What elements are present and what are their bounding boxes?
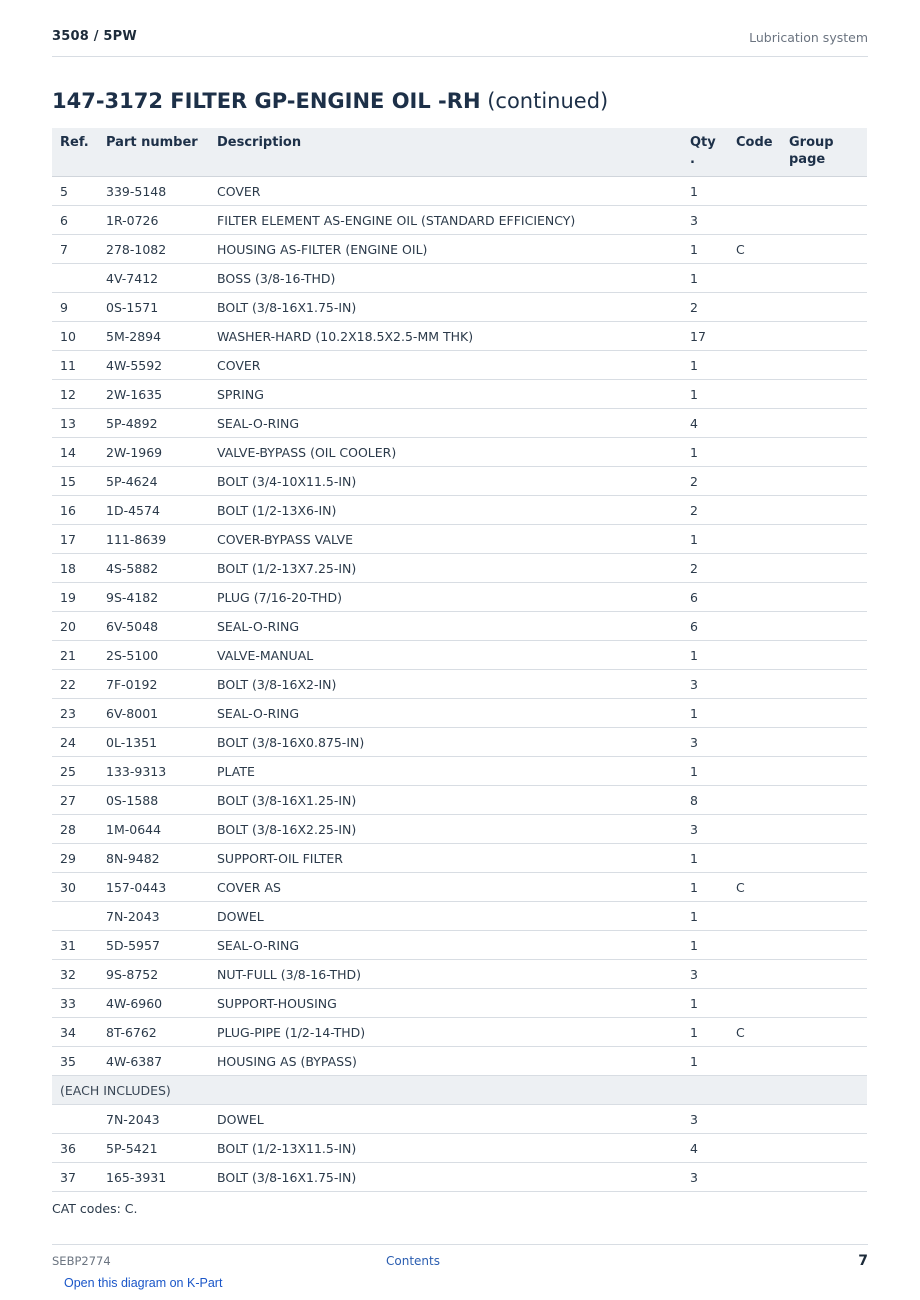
qty-cell: 1	[682, 177, 728, 206]
qty-cell: 1	[682, 380, 728, 409]
ref-cell: 25	[52, 757, 98, 786]
ref-cell: 28	[52, 815, 98, 844]
qty-cell: 1	[682, 989, 728, 1018]
description-cell: PLUG (7/16-20-THD)	[209, 583, 682, 612]
title-suffix: (continued)	[480, 89, 609, 113]
table-row	[52, 786, 867, 815]
description-cell: PLATE	[209, 757, 682, 786]
ref-cell: 30	[52, 873, 98, 902]
table-row	[52, 177, 867, 206]
code-cell	[728, 409, 781, 438]
description-cell: VALVE-BYPASS (OIL COOLER)	[209, 438, 682, 467]
ref-cell: 24	[52, 728, 98, 757]
part-number-cell: 6V-5048	[98, 612, 209, 641]
qty-cell: 6	[682, 612, 728, 641]
group-page-cell	[781, 641, 867, 670]
code-cell	[728, 351, 781, 380]
table-row	[52, 960, 867, 989]
code-cell	[728, 612, 781, 641]
group-page-cell	[781, 1018, 867, 1047]
code-cell	[728, 1105, 781, 1134]
code-cell	[728, 264, 781, 293]
part-number-cell: 4W-5592	[98, 351, 209, 380]
group-page-cell	[781, 235, 867, 264]
table-row	[52, 902, 867, 931]
qty-cell: 1	[682, 699, 728, 728]
code-cell	[728, 496, 781, 525]
code-cell	[728, 1163, 781, 1192]
group-page-cell	[781, 699, 867, 728]
code-cell	[728, 1047, 781, 1076]
table-row	[52, 931, 867, 960]
ref-cell: 12	[52, 380, 98, 409]
table-body	[52, 177, 867, 1192]
part-number-cell: 9S-4182	[98, 583, 209, 612]
ref-cell: 6	[52, 206, 98, 235]
ref-cell: 29	[52, 844, 98, 873]
description-cell: HOUSING AS (BYPASS)	[209, 1047, 682, 1076]
code-cell	[728, 728, 781, 757]
code-cell	[728, 554, 781, 583]
group-page-cell	[781, 177, 867, 206]
qty-cell: 3	[682, 1163, 728, 1192]
qty-cell: 2	[682, 293, 728, 322]
description-cell: COVER	[209, 351, 682, 380]
group-page-cell	[781, 1134, 867, 1163]
table-row	[52, 583, 867, 612]
description-cell: BOLT (1/2-13X11.5-IN)	[209, 1134, 682, 1163]
part-number-cell: 5P-5421	[98, 1134, 209, 1163]
table-row	[52, 380, 867, 409]
table-row	[52, 641, 867, 670]
ref-cell: 19	[52, 583, 98, 612]
code-cell: C	[728, 873, 781, 902]
column-header: Code	[728, 128, 781, 177]
group-page-cell	[781, 873, 867, 902]
group-page-cell	[781, 844, 867, 873]
note-row	[52, 1076, 867, 1105]
qty-cell: 4	[682, 1134, 728, 1163]
qty-cell: 1	[682, 351, 728, 380]
part-number-cell: 165-3931	[98, 1163, 209, 1192]
ref-cell	[52, 264, 98, 293]
description-cell: BOLT (3/4-10X11.5-IN)	[209, 467, 682, 496]
ref-cell: 18	[52, 554, 98, 583]
description-cell: BOLT (1/2-13X6-IN)	[209, 496, 682, 525]
code-cell: C	[728, 1018, 781, 1047]
table-row	[52, 293, 867, 322]
qty-cell: 17	[682, 322, 728, 351]
part-number-cell: 4S-5882	[98, 554, 209, 583]
qty-cell: 1	[682, 264, 728, 293]
ref-cell: 20	[52, 612, 98, 641]
ref-cell	[52, 1105, 98, 1134]
group-page-cell	[781, 1105, 867, 1134]
column-header: Group page	[781, 128, 867, 177]
group-page-cell	[781, 496, 867, 525]
group-page-cell	[781, 525, 867, 554]
group-page-cell	[781, 438, 867, 467]
qty-cell: 3	[682, 1105, 728, 1134]
code-cell	[728, 844, 781, 873]
ref-cell: 34	[52, 1018, 98, 1047]
group-page-cell	[781, 902, 867, 931]
contents-link[interactable]: Contents	[386, 1254, 440, 1268]
qty-cell: 1	[682, 1047, 728, 1076]
qty-cell: 1	[682, 757, 728, 786]
ref-cell: 11	[52, 351, 98, 380]
table-row	[52, 873, 867, 902]
part-number-cell: 7N-2043	[98, 902, 209, 931]
description-cell: DOWEL	[209, 1105, 682, 1134]
part-number-cell: 0L-1351	[98, 728, 209, 757]
qty-cell: 3	[682, 960, 728, 989]
description-cell: SEAL-O-RING	[209, 612, 682, 641]
code-cell	[728, 1134, 781, 1163]
code-cell	[728, 699, 781, 728]
qty-cell: 1	[682, 438, 728, 467]
group-page-cell	[781, 989, 867, 1018]
table-row	[52, 235, 867, 264]
part-number-cell: 2W-1635	[98, 380, 209, 409]
code-cell	[728, 467, 781, 496]
part-number-cell: 0S-1588	[98, 786, 209, 815]
table-row	[52, 409, 867, 438]
code-cell	[728, 757, 781, 786]
part-number-cell: 1M-0644	[98, 815, 209, 844]
description-cell: FILTER ELEMENT AS-ENGINE OIL (STANDARD EFFICIENCY)	[209, 206, 682, 235]
page-footer	[52, 1244, 868, 1275]
ref-cell: 15	[52, 467, 98, 496]
ref-cell: 5	[52, 177, 98, 206]
section-label: Lubrication system	[749, 30, 868, 45]
table-row	[52, 1018, 867, 1047]
qty-cell: 8	[682, 786, 728, 815]
group-page-cell	[781, 1047, 867, 1076]
description-cell: SEAL-O-RING	[209, 931, 682, 960]
group-page-cell	[781, 786, 867, 815]
table-row	[52, 1105, 867, 1134]
group-page-cell	[781, 293, 867, 322]
part-number-cell: 9S-8752	[98, 960, 209, 989]
table-row	[52, 1134, 867, 1163]
qty-cell: 1	[682, 235, 728, 264]
description-cell: NUT-FULL (3/8-16-THD)	[209, 960, 682, 989]
description-cell: SUPPORT-HOUSING	[209, 989, 682, 1018]
group-page-cell	[781, 815, 867, 844]
table-row	[52, 844, 867, 873]
ref-cell: 13	[52, 409, 98, 438]
part-number-cell: 278-1082	[98, 235, 209, 264]
table-row	[52, 1163, 867, 1192]
qty-cell: 3	[682, 206, 728, 235]
table-row	[52, 351, 867, 380]
group-page-cell	[781, 931, 867, 960]
ref-cell: 9	[52, 293, 98, 322]
qty-cell: 3	[682, 815, 728, 844]
column-header: Qty .	[682, 128, 728, 177]
part-number-cell: 0S-1571	[98, 293, 209, 322]
code-cell: C	[728, 235, 781, 264]
group-page-cell	[781, 960, 867, 989]
page-number: 7	[858, 1253, 868, 1269]
ref-cell: 10	[52, 322, 98, 351]
ref-cell: 21	[52, 641, 98, 670]
code-cell	[728, 525, 781, 554]
ref-cell: 17	[52, 525, 98, 554]
group-page-cell	[781, 670, 867, 699]
parts-table	[52, 128, 867, 1192]
table-row	[52, 322, 867, 351]
description-cell: COVER AS	[209, 873, 682, 902]
table-row	[52, 728, 867, 757]
table-row	[52, 496, 867, 525]
ref-cell: 33	[52, 989, 98, 1018]
code-cell	[728, 641, 781, 670]
qty-cell: 1	[682, 844, 728, 873]
qty-cell: 1	[682, 641, 728, 670]
group-page-cell	[781, 351, 867, 380]
part-number-cell: 7N-2043	[98, 1105, 209, 1134]
description-cell: VALVE-MANUAL	[209, 641, 682, 670]
group-page-cell	[781, 380, 867, 409]
group-page-cell	[781, 264, 867, 293]
column-header: Ref.	[52, 128, 98, 177]
page-title	[52, 89, 608, 113]
ref-cell: 37	[52, 1163, 98, 1192]
column-header: Description	[209, 128, 682, 177]
ref-cell: 7	[52, 235, 98, 264]
table-row	[52, 206, 867, 235]
code-cell	[728, 960, 781, 989]
description-cell: SPRING	[209, 380, 682, 409]
part-number-cell: 8N-9482	[98, 844, 209, 873]
part-number-cell: 4W-6960	[98, 989, 209, 1018]
column-header: Part number	[98, 128, 209, 177]
code-cell	[728, 815, 781, 844]
group-page-cell	[781, 583, 867, 612]
description-cell: BOLT (3/8-16X0.875-IN)	[209, 728, 682, 757]
table-row	[52, 612, 867, 641]
part-number-cell: 5P-4624	[98, 467, 209, 496]
table-header-row	[52, 128, 867, 177]
document-code: SEBP2774	[52, 1254, 111, 1268]
note-cell: (EACH INCLUDES)	[52, 1076, 867, 1105]
description-cell: BOLT (3/8-16X1.25-IN)	[209, 786, 682, 815]
part-number-cell: 2S-5100	[98, 641, 209, 670]
table-row	[52, 1047, 867, 1076]
group-page-cell	[781, 728, 867, 757]
table-row	[52, 525, 867, 554]
kpart-diagram-link[interactable]: Open this diagram on K-Part	[64, 1276, 223, 1290]
table-row	[52, 554, 867, 583]
code-cell	[728, 206, 781, 235]
ref-cell: 27	[52, 786, 98, 815]
group-page-cell	[781, 554, 867, 583]
description-cell: WASHER-HARD (10.2X18.5X2.5-MM THK)	[209, 322, 682, 351]
code-cell	[728, 438, 781, 467]
description-cell: PLUG-PIPE (1/2-14-THD)	[209, 1018, 682, 1047]
ref-cell: 22	[52, 670, 98, 699]
qty-cell: 4	[682, 409, 728, 438]
ref-cell: 23	[52, 699, 98, 728]
part-number-cell: 133-9313	[98, 757, 209, 786]
table-row	[52, 699, 867, 728]
code-cell	[728, 583, 781, 612]
group-page-cell	[781, 409, 867, 438]
description-cell: COVER	[209, 177, 682, 206]
group-page-cell	[781, 1163, 867, 1192]
part-number-cell: 5D-5957	[98, 931, 209, 960]
description-cell: BOLT (1/2-13X7.25-IN)	[209, 554, 682, 583]
part-number-cell: 339-5148	[98, 177, 209, 206]
qty-cell: 1	[682, 525, 728, 554]
part-number-cell: 111-8639	[98, 525, 209, 554]
qty-cell: 1	[682, 873, 728, 902]
ref-cell: 31	[52, 931, 98, 960]
group-page-cell	[781, 322, 867, 351]
code-cell	[728, 902, 781, 931]
qty-cell: 1	[682, 902, 728, 931]
part-number-cell: 1R-0726	[98, 206, 209, 235]
code-cell	[728, 380, 781, 409]
part-number-cell: 1D-4574	[98, 496, 209, 525]
description-cell: BOLT (3/8-16X2.25-IN)	[209, 815, 682, 844]
part-number-cell: 6V-8001	[98, 699, 209, 728]
part-number-cell: 4V-7412	[98, 264, 209, 293]
description-cell: SUPPORT-OIL FILTER	[209, 844, 682, 873]
model-label: 3508 / 5PW	[52, 29, 137, 44]
qty-cell: 2	[682, 496, 728, 525]
table-row	[52, 989, 867, 1018]
qty-cell: 6	[682, 583, 728, 612]
group-page-cell	[781, 467, 867, 496]
qty-cell: 3	[682, 728, 728, 757]
code-cell	[728, 989, 781, 1018]
description-cell: HOUSING AS-FILTER (ENGINE OIL)	[209, 235, 682, 264]
description-cell: SEAL-O-RING	[209, 409, 682, 438]
ref-cell: 35	[52, 1047, 98, 1076]
description-cell: COVER-BYPASS VALVE	[209, 525, 682, 554]
cat-codes-note: CAT codes: C.	[52, 1201, 138, 1216]
group-page-cell	[781, 206, 867, 235]
code-cell	[728, 322, 781, 351]
part-number-cell: 8T-6762	[98, 1018, 209, 1047]
code-cell	[728, 293, 781, 322]
ref-cell: 14	[52, 438, 98, 467]
description-cell: SEAL-O-RING	[209, 699, 682, 728]
table-row	[52, 264, 867, 293]
table-row	[52, 438, 867, 467]
part-number-cell: 7F-0192	[98, 670, 209, 699]
table-row	[52, 757, 867, 786]
table-row	[52, 815, 867, 844]
part-number-cell: 5P-4892	[98, 409, 209, 438]
part-number-cell: 157-0443	[98, 873, 209, 902]
qty-cell: 1	[682, 931, 728, 960]
qty-cell: 1	[682, 1018, 728, 1047]
table-row	[52, 467, 867, 496]
group-page-cell	[781, 757, 867, 786]
title-main: 147-3172 FILTER GP-ENGINE OIL -RH	[52, 89, 481, 113]
description-cell: BOSS (3/8-16-THD)	[209, 264, 682, 293]
code-cell	[728, 670, 781, 699]
part-number-cell: 4W-6387	[98, 1047, 209, 1076]
description-cell: BOLT (3/8-16X2-IN)	[209, 670, 682, 699]
ref-cell: 32	[52, 960, 98, 989]
page-header	[52, 0, 868, 57]
qty-cell: 3	[682, 670, 728, 699]
code-cell	[728, 931, 781, 960]
description-cell: DOWEL	[209, 902, 682, 931]
ref-cell	[52, 902, 98, 931]
qty-cell: 2	[682, 467, 728, 496]
ref-cell: 16	[52, 496, 98, 525]
code-cell	[728, 786, 781, 815]
group-page-cell	[781, 612, 867, 641]
description-cell: BOLT (3/8-16X1.75-IN)	[209, 1163, 682, 1192]
description-cell: BOLT (3/8-16X1.75-IN)	[209, 293, 682, 322]
table-row	[52, 670, 867, 699]
code-cell	[728, 177, 781, 206]
part-number-cell: 2W-1969	[98, 438, 209, 467]
part-number-cell: 5M-2894	[98, 322, 209, 351]
ref-cell: 36	[52, 1134, 98, 1163]
qty-cell: 2	[682, 554, 728, 583]
